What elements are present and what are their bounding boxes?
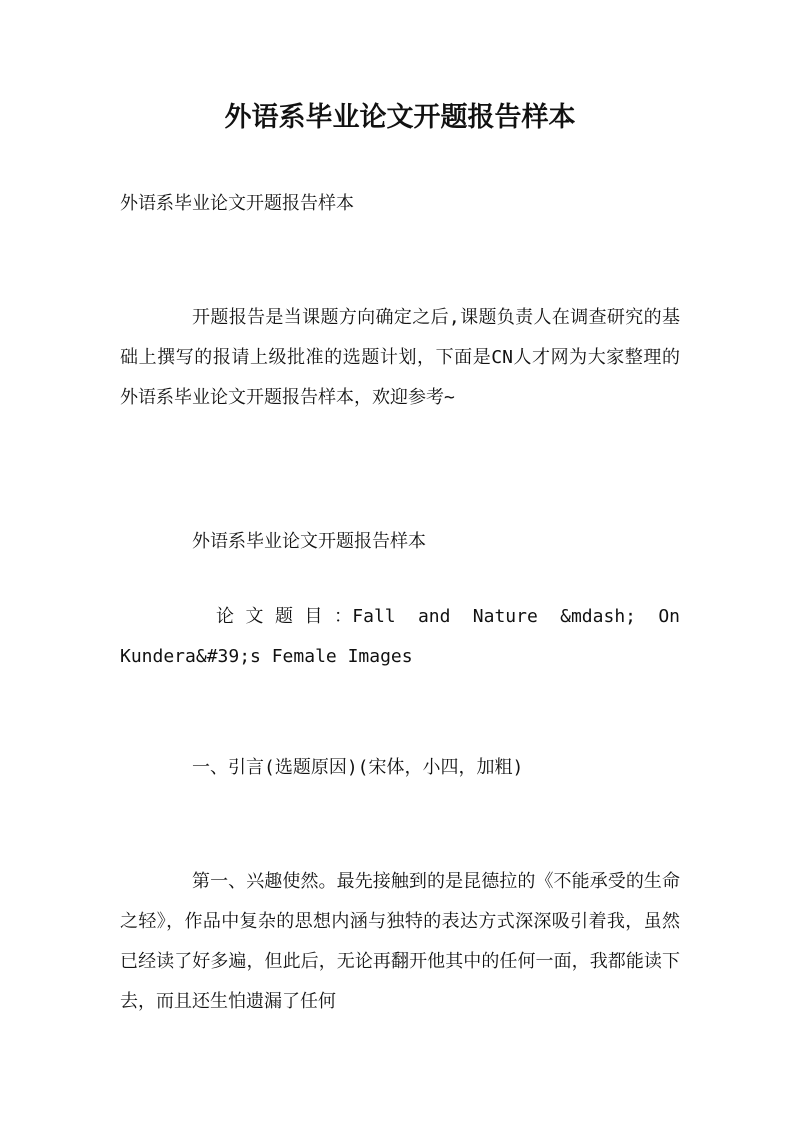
thesis-topic [120, 597, 702, 677]
thesis-topic-label: 论 文 题 目 ： [216, 606, 353, 627]
document-subtitle: 外语系毕业论文开题报告样本 [120, 193, 354, 214]
document-title: 外语系毕业论文开题报告样本 [224, 102, 576, 133]
thesis-topic-value: Fall and Nature &mdash; On Kundera&#39;s Female Images [120, 606, 702, 667]
section-heading-introduction: 一、引言(选题原因)(宋体，小四，加粗) [192, 757, 524, 778]
inner-title: 外语系毕业论文开题报告样本 [192, 531, 426, 552]
introduction-paragraph: 第一、兴趣使然。最先接触到的是昆德拉的《不能承受的生命之轻》，作品中复杂的思想内涵与独特的表达方式深深吸引着我，虽然已经读了好多遍，但此后，无论再翻开他其中的任何一面，我都能读下去，而且还生怕遗漏了任何 [120, 871, 680, 1012]
intro-paragraph: 开题报告是当课题方向确定之后,课题负责人在调查研究的基础上撰写的报请上级批准的选题计划，下面是CN人才网为大家整理的外语系毕业论文开题报告样本，欢迎参考~ [120, 307, 680, 408]
